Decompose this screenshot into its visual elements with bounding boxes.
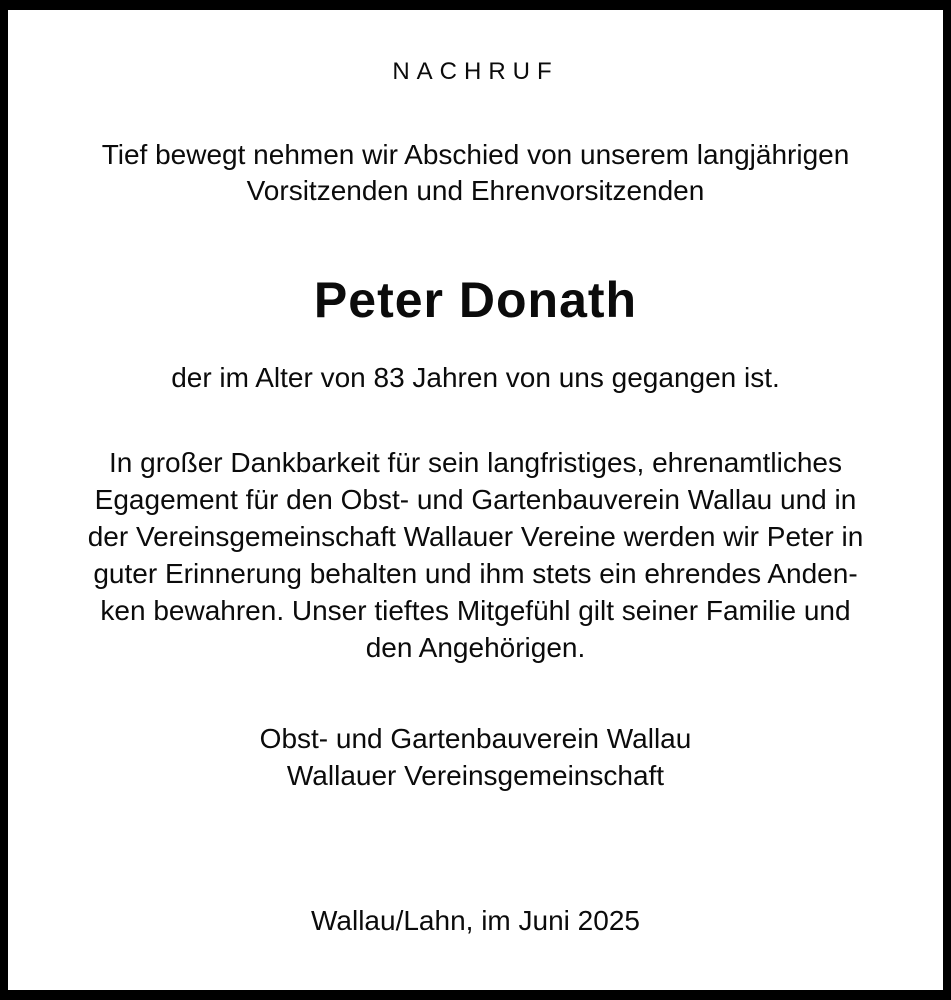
body-line: Egagement für den Obst- und Gartenbauverein Wallau und in <box>94 483 857 515</box>
place-date-line: Wallau/Lahn, im Juni 2025 <box>311 904 640 936</box>
obituary-kicker: NACHRUF <box>392 58 559 85</box>
intro-line: Vorsitzenden und Ehrenvorsitzenden <box>246 174 705 206</box>
obituary-sheet <box>8 10 943 990</box>
obituary-body <box>8 444 943 666</box>
body-line: der Vereinsgemeinschaft Wallauer Vereine werden wir Peter in <box>87 520 864 552</box>
body-line: ken bewahren. Unser tieftes Mitgefühl gilt seiner Familie und <box>100 594 851 626</box>
obituary-intro <box>8 137 943 209</box>
body-line: den Angehörigen. <box>365 631 586 663</box>
body-line: guter Erinnerung behalten und ihm stets ein ehrendes Anden- <box>93 557 858 589</box>
signature-line: Obst- und Gartenbauverein Wallau <box>259 722 692 754</box>
body-line: In großer Dankbarkeit für sein langfristiges, ehrenamtliches <box>108 446 842 478</box>
age-line: der im Alter von 83 Jahren von uns gegangen ist. <box>171 361 780 393</box>
intro-line: Tief bewegt nehmen wir Abschied von unserem langjährigen <box>101 138 850 170</box>
deceased-name: Peter Donath <box>313 271 638 328</box>
signature-line: Wallauer Vereinsgemeinschaft <box>286 759 665 791</box>
signature-block <box>8 720 943 794</box>
